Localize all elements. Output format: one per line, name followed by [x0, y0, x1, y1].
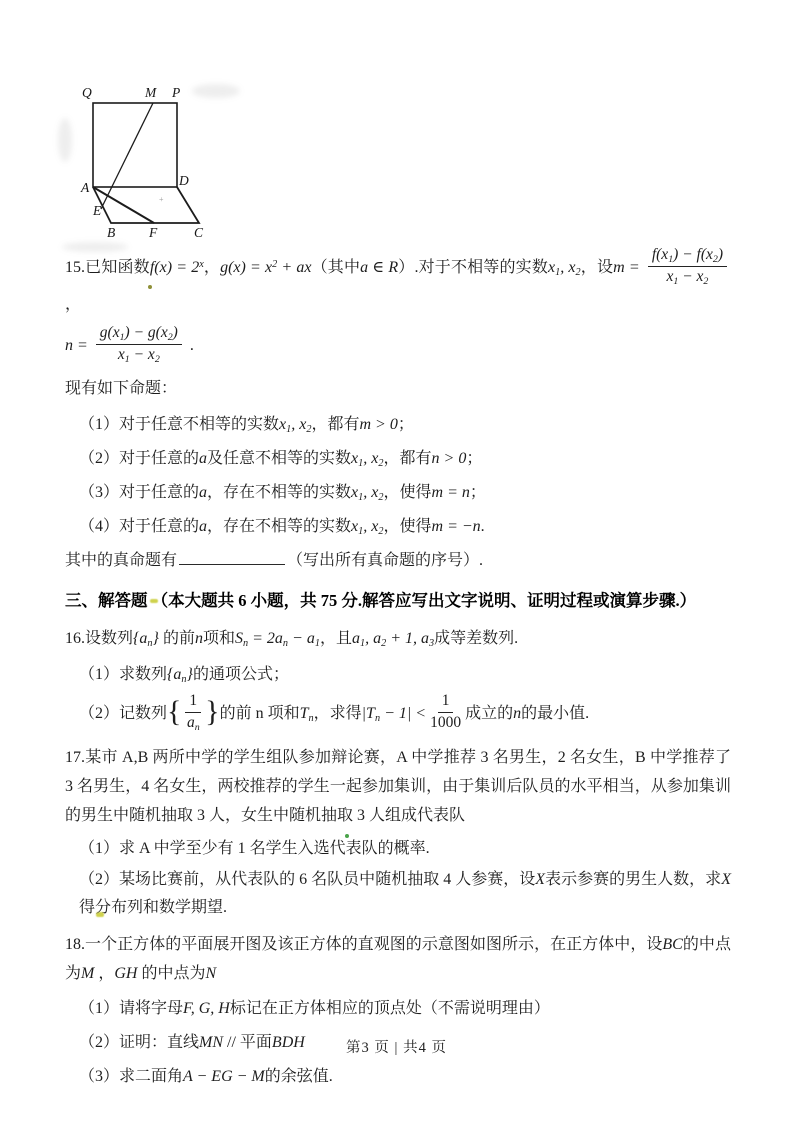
q17-stem: 17.某市 A,B 两所中学的学生组队参加辩论赛，A 中学推荐 3 名男生，2 名女生，B 中学推荐了 3 名男生，4 名女生，两校推荐的学生一起参加集训，由于集训后队员的水平相当，从参加集训的男生中随机抽取 3 人，女生中随机抽取 3 人组成代表队 — [65, 748, 731, 824]
vertex-label-B: B — [107, 225, 116, 240]
q15-n-tail: . — [189, 336, 194, 354]
q18-item-1: （1）请将字母F, G, H标记在正方体相应的顶点处（不需说明理由） — [79, 999, 550, 1017]
square-QPDA — [93, 103, 177, 187]
q15-lead: 现有如下命题： — [65, 380, 178, 398]
fraction-denominator: $x_1 - x_2$ — [117, 345, 160, 365]
q15-n-fraction — [96, 324, 182, 364]
q15-intro-tail: ， — [65, 296, 82, 314]
q16-item2-post: 成立的n的最小值. — [465, 705, 590, 723]
q17-item-1: （1）求 A 中学至少有 1 名学生入选代表队的概率. — [79, 839, 430, 857]
q15-item-2: （2）对于任意的a及任意不相等的实数$x_1$, $x_2$，都有n > 0； — [79, 450, 483, 470]
fraction-numerator: 1 — [438, 692, 454, 713]
vertex-label-Q: Q — [82, 85, 92, 100]
q15-item-1: （1）对于任意不相等的实数$x_1$, $x_2$，都有m > 0； — [79, 416, 414, 436]
page-footer: 第3 页 | 共4 页 — [346, 1040, 447, 1056]
q16-stem: 16.设数列$\{a_n\}$ 的前n项和$S_n = 2a_n - a_1$，且$a_1$, $a_2 + 1$, $a_3$成等差数列. — [65, 630, 519, 650]
q16-bound-fraction — [430, 692, 461, 732]
answer-blank — [179, 550, 285, 565]
section-heading: 三、解答题 （本大题共 6 小题，共 75 分.解答应写出文字说明、证明过程或演算步骤.） — [65, 591, 697, 611]
vertex-label-F: F — [149, 225, 158, 240]
q15-item-4: （4）对于任意的a，存在不相等的实数$x_1$, $x_2$，使得m = −n. — [79, 518, 485, 538]
q15-answer-line — [65, 546, 731, 576]
q15-n-definition — [65, 326, 731, 366]
figure-geometry — [79, 84, 229, 244]
exam-page — [65, 84, 731, 1092]
q15-intro — [65, 248, 731, 322]
scan-plus-artifact: + — [159, 195, 164, 204]
fraction-numerator: $g(x_1) - g(x_2)$ — [96, 324, 182, 345]
vertex-label-D: D — [179, 173, 189, 188]
fraction-numerator: 1 — [185, 692, 201, 713]
vertex-label-A: A — [81, 180, 90, 195]
q18-item-2: （2）证明：直线MN // 平面BDH — [79, 1033, 305, 1051]
vertex-label-P: P — [172, 85, 181, 100]
q16-seq-fraction — [185, 692, 201, 732]
vertex-label-M: M — [145, 85, 157, 100]
q18-item-3: （3）求二面角A − EG − M的余弦值. — [79, 1067, 333, 1085]
q17-item-2: （2）某场比赛前，从代表队的 6 名队员中随机抽取 4 人参赛，设X表示参赛的男生人数，求X得分布列和数学期望. — [79, 870, 731, 916]
q16-item-1: （1）求数列$\{a_n\}$的通项公式； — [79, 666, 289, 686]
vertex-label-C: C — [194, 225, 204, 240]
q18-stem: 18.一个正方体的平面展开图及该正方体的直观图的示意图如图所示，在正方体中，设BC的中点为M ，GH 的中点为N — [65, 935, 731, 982]
q15-m-fraction — [648, 246, 727, 286]
q15-n-lhs: n = — [65, 336, 88, 354]
q16-item2-pre: （2）记数列 — [79, 705, 168, 723]
fraction-numerator: $f(x_1) - f(x_2)$ — [648, 246, 727, 267]
q15-intro-text: 15.已知函数$f(x) = 2^x$，$g(x) = x^2 + ax$（其中a ∈ R）.对于不相等的实数$x_1$, $x_2$，设m = — [65, 258, 640, 278]
q15-answer-pre: 其中的真命题有 — [65, 552, 178, 570]
q15-answer-post: （写出所有真命题的序号）. — [287, 552, 484, 570]
fraction-denominator: $x_1 - x_2$ — [666, 267, 709, 287]
vertex-label-E: E — [93, 203, 102, 218]
fraction-denominator: 1000 — [430, 713, 462, 731]
line-ME — [101, 103, 153, 209]
q15-item-3: （3）对于任意的a，存在不相等的实数$x_1$, $x_2$，使得m = n； — [79, 484, 486, 504]
q16-item-2: （2）记数列{ $\frac{1}{a_n}$ }的前 n 项和$T_n$，求得$|T_n - 1|$ < $\frac{1}{1000}$ 成立的n的最小值. — [79, 692, 590, 733]
fraction-denominator: $a_n$ — [186, 713, 200, 733]
q16-item2-mid: 的前 n 项和$T_n$，求得$|T_n - 1|$ < — [219, 705, 427, 725]
